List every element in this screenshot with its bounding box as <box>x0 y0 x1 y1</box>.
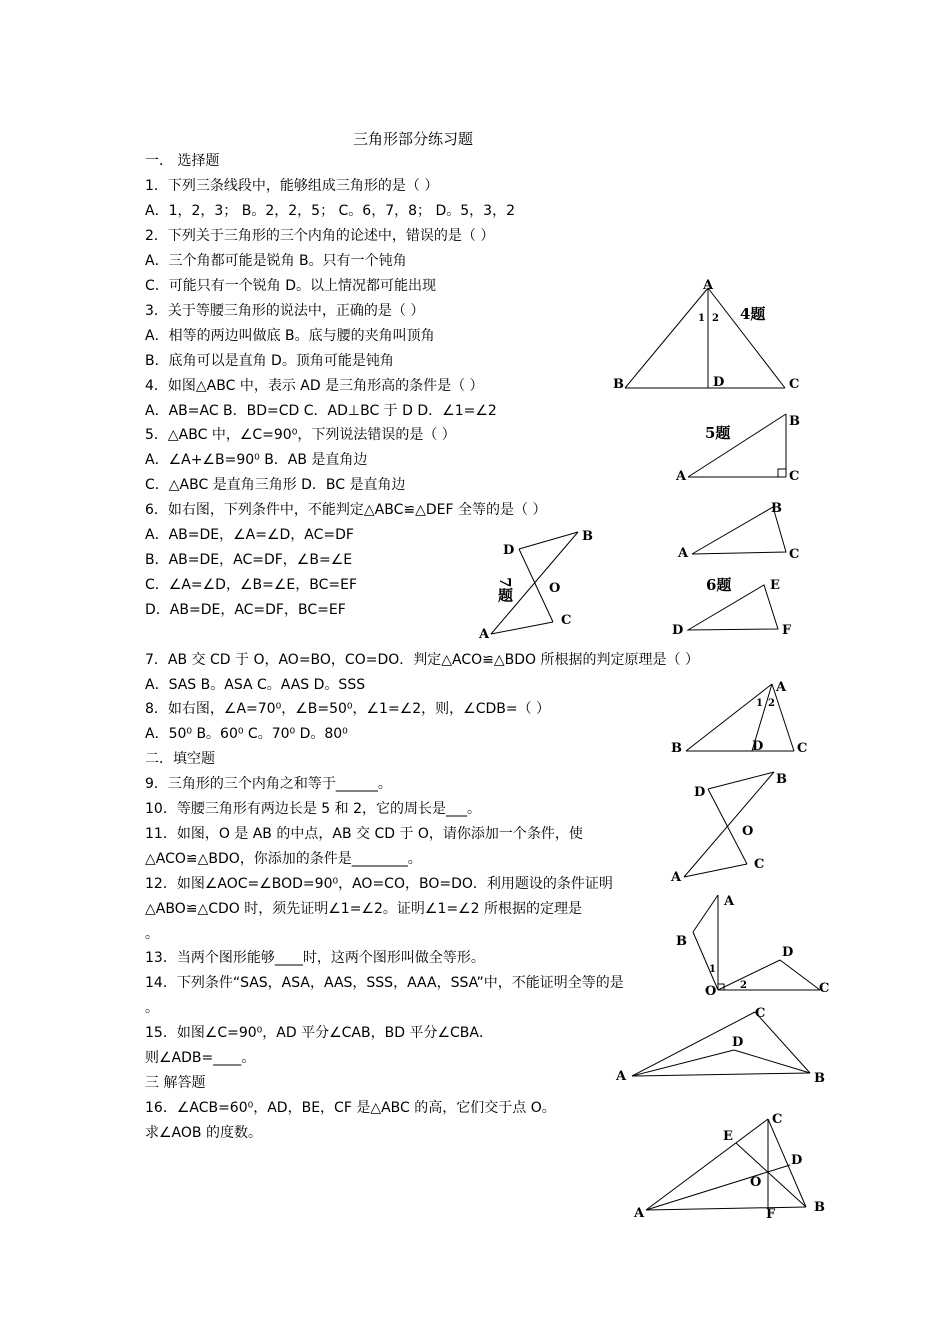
question-9: 9．三角形的三个内角之和等于______。 <box>145 776 392 792</box>
question-1-options: A．1，2，3； B。2，2，5； C。6，7，8； D。5，3，2 <box>145 203 515 219</box>
question-5-options-ab: A．∠A+∠B=90⁰ B．AB 是直角边 <box>145 452 368 468</box>
fig16-label-A: A <box>634 1206 645 1221</box>
fig16-label-C: C <box>772 1112 783 1127</box>
fig15-label-C: C <box>755 1006 766 1021</box>
fig4-label-A: A <box>703 278 714 293</box>
question-7-options: A．SAS B。ASA C。AAS D。SSS <box>145 677 366 693</box>
fig6-label-A: A <box>678 546 689 561</box>
fig15-label-D: D <box>732 1035 744 1050</box>
fig4-label-2: 2 <box>712 313 719 324</box>
question-2-options-ab: A．三个角都可能是锐角 B。只有一个钝角 <box>145 253 407 269</box>
fig6-label-D: D <box>672 623 684 638</box>
figure-q16 <box>628 1105 833 1230</box>
fig8-label-D: D <box>752 739 764 754</box>
fig6-label-B: B <box>771 501 782 516</box>
section-heading-solve: 三 解答题 <box>145 1075 206 1091</box>
figure-q6 <box>668 495 813 640</box>
question-12-end: 。 <box>145 926 159 942</box>
question-11-cont: △ACO≌△BDO，你添加的条件是________。 <box>145 851 422 867</box>
fig16-label-O: O <box>750 1175 762 1190</box>
fig15-label-A: A <box>616 1069 627 1084</box>
question-4-options: A．AB=AC B．BD=CD C．AD⊥BC 于 D D．∠1=∠2 <box>145 403 497 419</box>
section-heading-fill: 二．填空题 <box>145 751 215 767</box>
question-5-options-cd: C．△ABC 是直角三角形 D．BC 是直角边 <box>145 477 406 493</box>
question-3: 3．关于等腰三角形的说法中，正确的是（ ） <box>145 303 425 319</box>
fig4-label-1: 1 <box>698 313 705 324</box>
figure-q4 <box>605 275 810 395</box>
question-14-end: 。 <box>145 1000 159 1016</box>
question-7: 7．AB 交 CD 于 O，AO=BO，CO=DO．判定△ACO≌△BDO 所根据的判定原理是（ ） <box>145 652 699 668</box>
fig11-label-A: A <box>671 870 682 885</box>
question-3-options-ab: A．相等的两边叫做底 B。底与腰的夹角叫顶角 <box>145 328 435 344</box>
fig11-label-D: D <box>694 785 706 800</box>
fig16-label-B: B <box>814 1200 825 1215</box>
fig7-label-O: O <box>549 581 561 596</box>
fig12-label-O: O <box>705 984 717 999</box>
fig8-label-B: B <box>671 741 682 756</box>
question-16-cont: 求∠AOB 的度数。 <box>145 1125 262 1141</box>
fig11-label-C: C <box>754 857 765 872</box>
fig5-label-C: C <box>789 469 800 484</box>
fig8-label-1: 1 <box>756 698 763 709</box>
fig7-caption: 7题 <box>496 577 514 603</box>
question-6: 6．如右图，下列条件中，不能判定△ABC≌△DEF 全等的是（ ） <box>145 502 547 518</box>
fig12-label-1: 1 <box>709 964 716 975</box>
question-12: 12．如图∠AOC=∠BOD=90⁰，AO=CO，BO=DO．利用题设的条件证明 <box>145 876 613 892</box>
question-6-option-a: A．AB=DE，∠A=∠D，AC=DF <box>145 527 354 543</box>
question-6-option-c: C．∠A=∠D，∠B=∠E，BC=EF <box>145 577 358 593</box>
fig5-label-B: B <box>789 414 800 429</box>
question-4: 4．如图△ABC 中，表示 AD 是三角形高的条件是（ ） <box>145 378 484 394</box>
fig6-label-E: E <box>770 578 780 593</box>
question-13: 13．当两个图形能够____时，这两个图形叫做全等形。 <box>145 950 485 966</box>
fig12-label-D: D <box>782 945 794 960</box>
figure-q12 <box>672 890 837 1000</box>
figure-q11 <box>668 765 798 885</box>
fig4-label-C: C <box>789 377 800 392</box>
fig15-label-B: B <box>814 1071 825 1086</box>
fig8-label-2: 2 <box>768 698 775 709</box>
question-15-cont: 则∠ADB=____。 <box>145 1050 256 1066</box>
question-5: 5．△ABC 中，∠C=90⁰，下列说法错误的是（ ） <box>145 427 456 443</box>
question-14: 14．下列条件“SAS，ASA，AAS，SSS，AAA，SSA”中，不能证明全等的是 <box>145 975 624 991</box>
fig5-label-A: A <box>676 469 687 484</box>
fig4-label-B: B <box>613 377 624 392</box>
fig4-label-D: D <box>713 375 725 390</box>
fig12-label-C: C <box>819 981 830 996</box>
page-title: 三角形部分练习题 <box>353 130 474 148</box>
question-2: 2．下列关于三角形的三个内角的论述中，错误的是（ ） <box>145 228 495 244</box>
question-12-cont: △ABO≌△CDO 时，须先证明∠1=∠2。证明∠1=∠2 所根据的定理是 <box>145 901 582 917</box>
section-heading-choice: 一． 选择题 <box>145 153 220 169</box>
question-11: 11．如图，O 是 AB 的中点，AB 交 CD 于 O，请你添加一个条件，使 <box>145 826 583 842</box>
question-3-options-cd: B．底角可以是直角 D。顶角可能是钝角 <box>145 353 394 369</box>
fig16-label-F: F <box>766 1207 776 1222</box>
question-6-option-d: D．AB=DE，AC=DF，BC=EF <box>145 602 346 618</box>
question-6-option-b: B．AB=DE，AC=DF，∠B=∠E <box>145 552 353 568</box>
fig7-label-B: B <box>582 529 593 544</box>
figure-q8 <box>668 676 813 761</box>
fig12-label-2: 2 <box>740 980 747 991</box>
fig6-label-C: C <box>789 547 800 562</box>
fig7-label-A: A <box>479 627 490 642</box>
fig16-label-E: E <box>723 1129 733 1144</box>
figure-q15 <box>612 1000 837 1090</box>
question-8-options: A．50⁰ B。60⁰ C。70⁰ D。80⁰ <box>145 726 348 742</box>
fig7-label-D: D <box>503 543 515 558</box>
question-1: 1．下列三条线段中，能够组成三角形的是（ ） <box>145 178 439 194</box>
question-15: 15．如图∠C=90⁰，AD 平分∠CAB，BD 平分∠CBA． <box>145 1025 493 1041</box>
fig8-label-C: C <box>797 741 808 756</box>
fig12-label-B: B <box>676 934 687 949</box>
fig11-label-O: O <box>742 824 754 839</box>
question-16: 16．∠ACB=60⁰，AD，BE，CF 是△ABC 的高，它们交于点 O。 <box>145 1100 556 1116</box>
fig6-caption: 6题 <box>706 576 732 594</box>
fig16-label-D: D <box>791 1153 803 1168</box>
question-10: 10．等腰三角形有两边长是 5 和 2，它的周长是___。 <box>145 801 481 817</box>
figure-q7 <box>475 522 605 642</box>
fig6-label-F: F <box>782 623 792 638</box>
fig8-label-A: A <box>776 680 787 695</box>
figure-q5 <box>670 408 810 488</box>
question-2-options-cd: C．可能只有一个锐角 D。以上情况都可能出现 <box>145 278 437 294</box>
fig11-label-B: B <box>776 772 787 787</box>
fig7-label-C: C <box>561 613 572 628</box>
fig12-label-A: A <box>724 894 735 909</box>
question-8: 8．如右图，∠A=70⁰，∠B=50⁰，∠1=∠2，则，∠CDB=（ ） <box>145 701 551 717</box>
fig4-caption: 4题 <box>740 305 766 323</box>
fig5-caption: 5题 <box>705 424 731 442</box>
